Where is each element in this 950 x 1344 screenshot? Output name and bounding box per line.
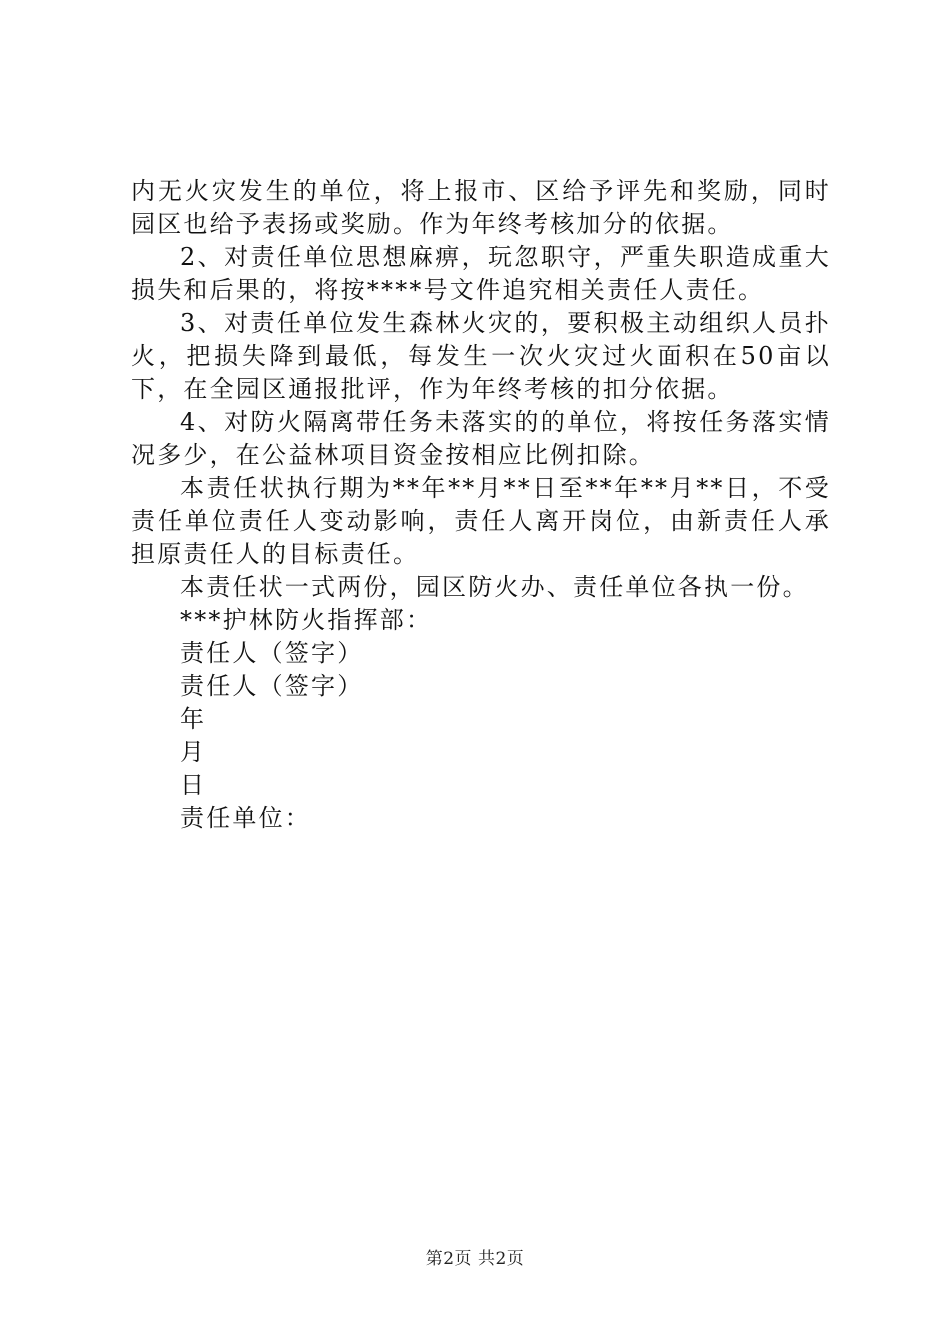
signature-responsible-person-2: 责任人（签字）	[180, 672, 364, 700]
paragraph-copies: 本责任状一式两份，园区防火办、责任单位各执一份。	[180, 573, 809, 601]
paragraph-validity-period: 本责任状执行期为**年**月**日至**年**月**日，不受责任单位责任人变动影响，责任人离开岗位，由新责任人承担原责任人的目标责任。	[131, 474, 831, 568]
page-footer: 第2页 共2页	[425, 1249, 525, 1269]
signature-responsible-unit: 责任单位：	[180, 804, 311, 832]
signature-responsible-person-1: 责任人（签字）	[180, 639, 364, 667]
signature-date-day: 日	[180, 771, 207, 799]
document-body	[131, 175, 831, 835]
signature-headquarters: ***护林防火指挥部：	[180, 606, 433, 634]
paragraph-item-4: 4、对防火隔离带任务未落实的的单位，将按任务落实情况多少，在公益林项目资金按相应比例扣除。	[131, 408, 831, 469]
signature-date-year: 年	[180, 705, 207, 733]
signature-block	[131, 604, 831, 835]
paragraph-item-2: 2、对责任单位思想麻痹，玩忽职守，严重失职造成重大损失和后果的，将按****号文件追究相关责任人责任。	[131, 243, 831, 304]
paragraph-continuation: 内无火灾发生的单位，将上报市、区给予评先和奖励，同时园区也给予表扬或奖励。作为年终考核加分的依据。	[131, 177, 831, 238]
paragraph-item-3: 3、对责任单位发生森林火灾的，要积极主动组织人员扑火，把损失降到最低，每发生一次火灾过火面积在50亩以下，在全园区通报批评，作为年终考核的扣分依据。	[131, 309, 831, 403]
signature-date-month: 月	[180, 738, 207, 766]
